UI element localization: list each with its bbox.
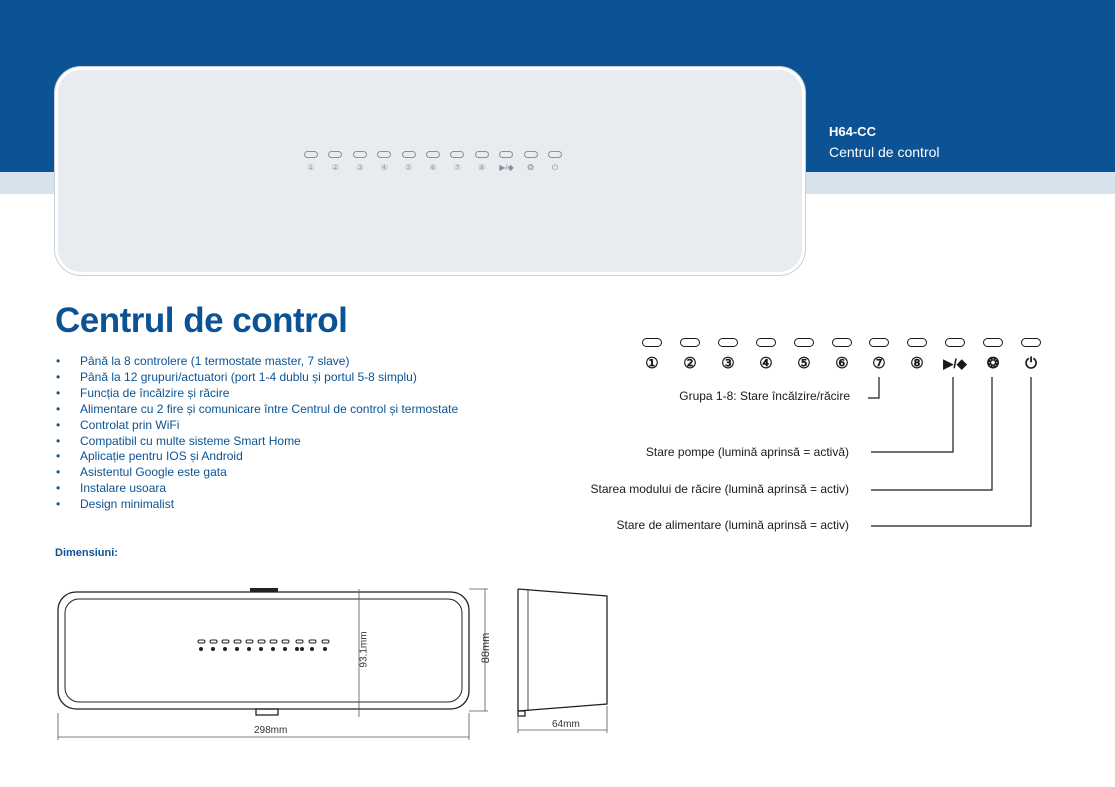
photo-led: ⑤ — [402, 151, 416, 173]
photo-led: ⏻ — [548, 151, 562, 173]
photo-led: ❂ — [524, 151, 538, 173]
legend-led-7: ⑦ — [869, 338, 889, 347]
feature-item: • Compatibil cu multe sisteme Smart Home — [55, 434, 458, 450]
photo-led: ⑥ — [426, 151, 440, 173]
legend-led-cooling: ❂ — [983, 338, 1003, 347]
callout-cooling: Starea modului de răcire (lumină aprinsă = activ) — [590, 482, 849, 496]
front-view-drawing — [58, 588, 469, 715]
feature-item: • Funcția de încălzire și răcire — [55, 386, 458, 402]
photo-led: ⑧ — [475, 151, 489, 173]
product-code: H64-CC — [829, 124, 876, 139]
photo-led: ④ — [377, 151, 391, 173]
legend-led-6: ⑥ — [832, 338, 852, 347]
feature-item: • Până la 8 controlere (1 termostate master, 7 slave) — [55, 354, 458, 370]
callout-groups: Grupa 1-8: Stare încălzire/răcire — [679, 389, 850, 403]
legend-led-pump: ▶/◆ — [945, 338, 965, 347]
dimension-width: 298mm — [254, 725, 288, 736]
legend-led-3: ③ — [718, 338, 738, 347]
legend-led-8: ⑧ — [907, 338, 927, 347]
legend-led-power: ⏻ — [1021, 338, 1041, 347]
photo-led: ▶/◆ — [499, 151, 513, 173]
dimension-height-outer: 88mm — [480, 632, 492, 664]
callout-power: Stare de alimentare (lumină aprinsă = activ) — [616, 518, 849, 532]
dimension-height-inner: 93.1mm — [358, 631, 370, 668]
legend-led-4: ④ — [756, 338, 776, 347]
legend-led-2: ② — [680, 338, 700, 347]
legend-led-1: ① — [642, 338, 662, 347]
legend-led-5: ⑤ — [794, 338, 814, 347]
feature-item: • Aplicație pentru IOS și Android — [55, 449, 458, 465]
photo-led: ⑦ — [450, 151, 464, 173]
callout-pumps: Stare pompe (lumină aprinsă = activă) — [645, 445, 849, 459]
feature-item: • Instalare usoara — [55, 481, 458, 497]
side-view-drawing — [518, 589, 607, 716]
photo-led: ① — [304, 151, 318, 173]
dimension-depth: 64mm — [552, 719, 580, 730]
dimensions-title: Dimensiuni: — [55, 547, 118, 559]
feature-item: • Alimentare cu 2 fire și comunicare între Centrul de control și termostate — [55, 402, 458, 418]
page-title: Centrul de control — [55, 301, 348, 340]
front-view-leds — [198, 640, 329, 643]
feature-item: • Design minimalist — [55, 497, 458, 513]
feature-item: • Până la 12 grupuri/actuatori (port 1-4 dublu și portul 5-8 simplu) — [55, 370, 458, 386]
photo-led: ② — [328, 151, 342, 173]
photo-led: ③ — [353, 151, 367, 173]
feature-item: • Controlat prin WiFi — [55, 418, 458, 434]
front-view-dimension-lines — [58, 589, 488, 740]
feature-item: • Asistentul Google este gata — [55, 465, 458, 481]
product-subtitle: Centrul de control — [829, 144, 940, 160]
